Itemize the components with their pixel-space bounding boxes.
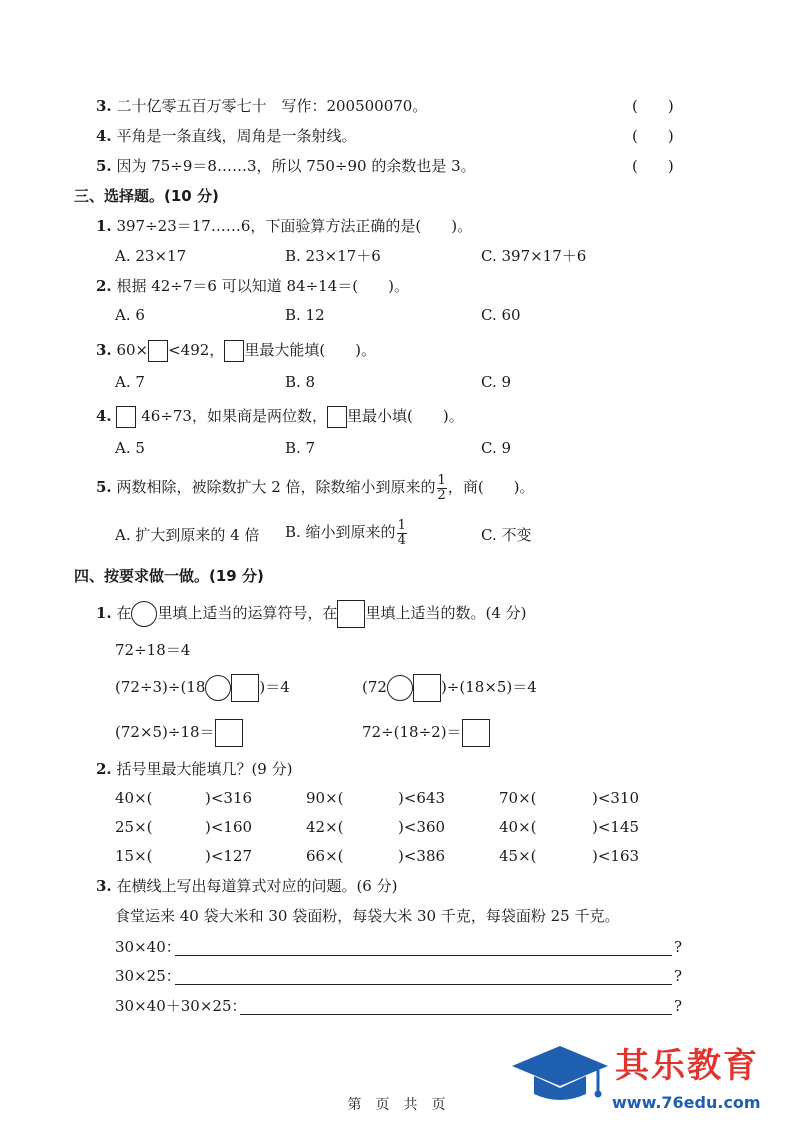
grid-cell[interactable]: 25×( [115, 818, 153, 836]
q-number: 2. [96, 277, 112, 295]
choice-q4 [96, 404, 464, 428]
answer-line[interactable] [240, 1014, 672, 1015]
task-q2-title: 2. 括号里最大能填几？(9 分) [96, 760, 293, 778]
q-number: 1. [96, 604, 112, 622]
blank-box[interactable] [327, 406, 347, 428]
grid-cell: )<145 [592, 818, 640, 836]
q-number: 1. [96, 217, 112, 235]
fraction: $\frac{1}{2}$ [437, 472, 446, 503]
q-number: 5. [96, 478, 112, 496]
option-a[interactable]: A. 扩大到原来的 4 倍 [115, 526, 260, 544]
option-a[interactable]: A. 7 [115, 373, 145, 391]
option-b[interactable]: B. 23×17＋6 [285, 247, 381, 265]
grid-cell: )<360 [398, 818, 446, 836]
section-title-choice: 三、选择题。(10 分) [74, 187, 219, 205]
number-box[interactable] [215, 719, 243, 747]
option-a[interactable]: A. 23×17 [115, 247, 187, 265]
q-number: 3. [96, 97, 112, 115]
option-c[interactable]: C. 60 [481, 306, 521, 324]
blank-box[interactable] [148, 340, 168, 362]
choice-q5 [96, 470, 535, 504]
q-text: 二十亿零五百万零七十 写作：200500070。 [116, 97, 428, 115]
operator-circle[interactable] [205, 675, 231, 701]
q-number: 4. [96, 127, 112, 145]
number-box[interactable] [462, 719, 490, 747]
answer-paren[interactable]: ( ) [632, 127, 674, 145]
grid-cell[interactable]: 90×( [306, 789, 344, 807]
judge-q4 [96, 126, 356, 146]
square-blank-icon [337, 600, 365, 628]
number-box[interactable] [413, 674, 441, 702]
option-c[interactable]: C. 9 [481, 373, 512, 391]
q-number: 3. [96, 341, 112, 359]
circle-blank-icon [131, 601, 157, 627]
answer-paren[interactable]: ( ) [632, 97, 674, 115]
section-title-tasks: 四、按要求做一做。(19 分) [74, 567, 264, 585]
grid-cell[interactable]: 45×( [499, 847, 537, 865]
question-mark: ? [674, 938, 683, 956]
q-number: 5. [96, 157, 112, 175]
q-text-mid: 46÷73，如果商是两位数， [141, 407, 327, 425]
task-q1-title: 1. 在 里填上适当的运算符号，在 里填上适当的数。(4 分) [96, 598, 527, 628]
option-c[interactable]: C. 9 [481, 439, 512, 457]
equation-4: 72÷(18÷2)＝ [362, 717, 490, 747]
fraction: $\frac{1}{4}$ [397, 517, 406, 548]
blank-box[interactable] [116, 406, 136, 428]
option-b[interactable]: B. 缩小到原来的 $\frac{1}{4}$ [285, 517, 406, 548]
grid-cell[interactable]: 70×( [499, 789, 537, 807]
option-c[interactable]: C. 不变 [481, 526, 532, 544]
given-equation: 72÷18＝4 [115, 641, 191, 659]
option-b[interactable]: B. 8 [285, 373, 316, 391]
option-a[interactable]: A. 5 [115, 439, 145, 457]
q-number: 4. [96, 407, 112, 425]
number-box[interactable] [231, 674, 259, 702]
line-label: 30×40＋30×25： [115, 997, 247, 1015]
grid-cell: )<160 [205, 818, 253, 836]
q-text-pre: 60× [116, 341, 149, 359]
q-text-post: ，商( )。 [447, 478, 535, 496]
answer-line[interactable] [175, 955, 672, 956]
grid-cell[interactable]: 40×( [499, 818, 537, 836]
choice-q3 [96, 338, 376, 362]
q-text: 397÷23＝17……6，下面验算方法正确的是( )。 [116, 217, 473, 235]
q-text-mid: <492， [168, 341, 225, 359]
q-text: 根据 42÷7＝6 可以知道 84÷14＝( )。 [116, 277, 409, 295]
grid-cell: )<316 [205, 789, 253, 807]
grid-cell[interactable]: 42×( [306, 818, 344, 836]
choice-q1 [96, 216, 472, 236]
judge-q3 [96, 96, 427, 116]
logo-name: 其乐教育 [615, 1046, 759, 1086]
line-label: 30×25： [115, 967, 181, 985]
blank-box[interactable] [224, 340, 244, 362]
grid-cell[interactable]: 66×( [306, 847, 344, 865]
page-footer: 第 页 共 页 [347, 1097, 446, 1113]
grid-cell: )<163 [592, 847, 640, 865]
grid-cell: )<127 [205, 847, 253, 865]
story-text: 食堂运来 40 袋大米和 30 袋面粉，每袋大米 30 千克，每袋面粉 25 千克。 [115, 907, 620, 925]
q-text: 因为 75÷9＝8……3，所以 750÷90 的余数也是 3。 [116, 157, 476, 175]
equation-2: (72 )÷(18×5)＝4 [362, 672, 537, 702]
grid-cell[interactable]: 15×( [115, 847, 153, 865]
grid-cell: )<386 [398, 847, 446, 865]
q-number: 3. [96, 877, 112, 895]
logo-url[interactable]: www.76edu.com [612, 1093, 761, 1112]
question-mark: ? [674, 967, 683, 985]
option-a[interactable]: A. 6 [115, 306, 145, 324]
q-text-pre: 两数相除，被除数扩大 2 倍，除数缩小到原来的 [116, 478, 436, 496]
line-label: 30×40： [115, 938, 181, 956]
q-text-post: 里最大能填( )。 [244, 341, 377, 359]
operator-circle[interactable] [387, 675, 413, 701]
option-b[interactable]: B. 7 [285, 439, 316, 457]
answer-line[interactable] [175, 984, 672, 985]
option-c[interactable]: C. 397×17＋6 [481, 247, 587, 265]
equation-1: (72÷3)÷(18 )＝4 [115, 672, 290, 702]
task-q3-title: 3. 在横线上写出每道算式对应的问题。(6 分) [96, 877, 398, 895]
answer-paren[interactable]: ( ) [632, 157, 674, 175]
q-text-post: 里最小填( )。 [346, 407, 464, 425]
grid-cell[interactable]: 40×( [115, 789, 153, 807]
equation-3: (72×5)÷18＝ [115, 717, 243, 747]
q-text: 平角是一条直线，周角是一条射线。 [116, 127, 357, 145]
choice-q2 [96, 276, 409, 296]
q-number: 2. [96, 760, 112, 778]
grid-cell: )<310 [592, 789, 640, 807]
judge-q5 [96, 156, 476, 176]
grid-cell: )<643 [398, 789, 446, 807]
question-mark: ? [674, 997, 683, 1015]
option-b[interactable]: B. 12 [285, 306, 325, 324]
